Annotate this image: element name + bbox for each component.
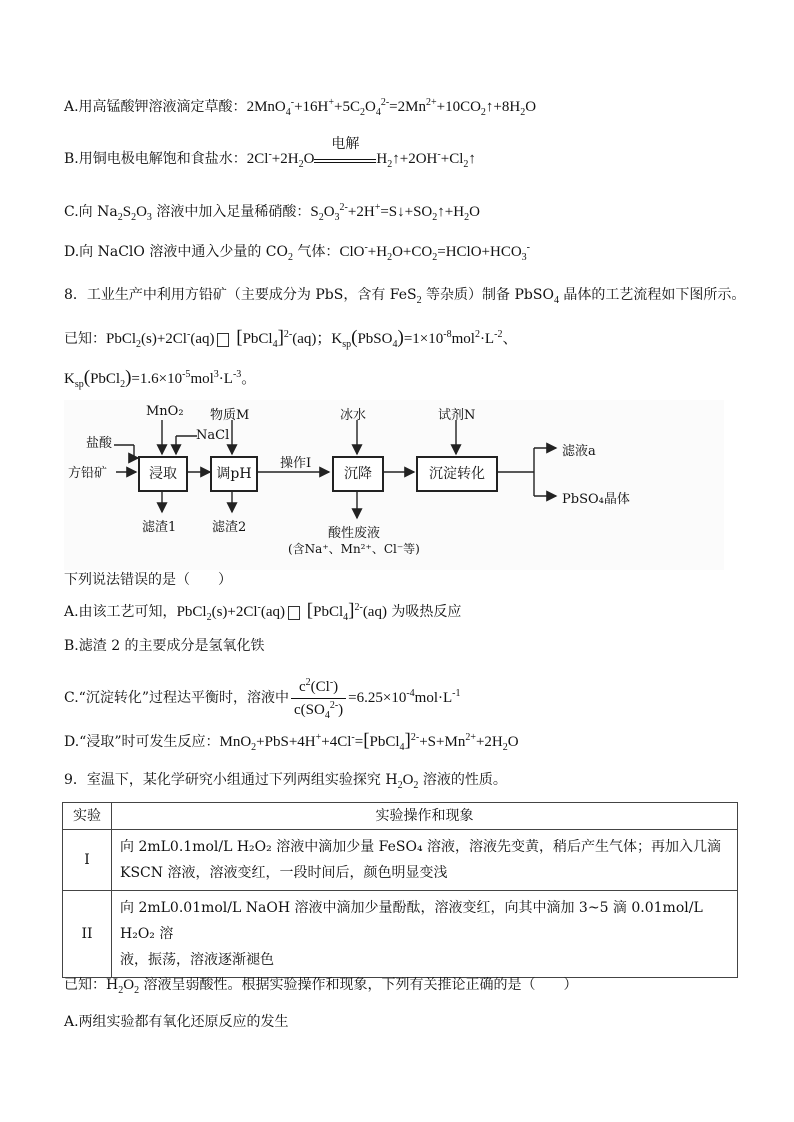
concentration-ratio-fraction: $\frac{c^2(Cl^-)}{c(SO_4^{2-})}$: [291, 676, 346, 721]
q8-option-d: D.“浸取”时可发生反应：$MnO_2+PbS+4H^++4Cl^-=[PbCl_4]^{2-}+S+Mn^{2+}+2H_2O$: [64, 730, 519, 753]
q7-option-c-equation: $S_2O_3^{2-}+2H^+=S↓+SO_2↑+H_2O$: [310, 202, 480, 223]
flow-input-nacl: NaCl: [196, 428, 230, 443]
q7-option-d: D.向 NaClO 溶液中通入少量的 $CO_2$ 气体：$ClO^-+H_2O+CO_2=HClO+HCO_3^-$: [64, 242, 531, 263]
flow-step-leach: 浸取: [138, 456, 188, 492]
q9-stem: 9．室温下，某化学研究小组通过下列两组实验探究 $H_2O_2$ 溶液的性质。: [64, 772, 507, 791]
flow-residue-1: 滤渣1: [142, 520, 177, 535]
flow-input-ice-water: 冰水: [340, 408, 367, 423]
experiment-table: [62, 802, 738, 978]
q7-option-a: A.用高锰酸钾溶液滴定草酸：$2MnO_4^-+16H^++5C_2O_4^{2-}=2Mn^{2+}+10CO_2↑+8H_2O$: [64, 97, 537, 118]
q7-option-c: C.向 $Na_2S_2O_3$ 溶液中加入足量稀硝酸：$S_2O_3^{2-}+2H^+=S↓+SO_2↑+H_2O$: [64, 202, 480, 223]
flow-input-hcl: 盐酸: [86, 436, 113, 451]
table-row: [63, 830, 738, 891]
flow-product: PbSO₄晶体: [562, 492, 630, 507]
flow-input-mno2: MnO₂: [146, 404, 184, 419]
flow-acid-waste-note: (含Na⁺、Mn²⁺、Cl⁻等): [288, 542, 420, 556]
electrolysis-condition: 电解: [314, 157, 376, 163]
q8-option-a: A.由该工艺可知，PbCl$_2$(s)+2Cl-(aq) [PbCl$_4$]$^{2-}$(aq) 为吸热反应: [64, 600, 462, 623]
table-header-operation: 实验操作和现象: [112, 803, 738, 830]
flow-step-settle: 沉降: [332, 456, 384, 492]
flow-residue-2: 滤渣2: [212, 520, 247, 535]
flow-input-reagent-n: 试剂N: [438, 408, 476, 423]
q9-option-a: A.两组实验都有氧化还原反应的发生: [64, 1014, 289, 1030]
q7-option-d-equation: $ClO^-+H_2O+CO_2=HClO+HCO_3^-$: [339, 242, 531, 263]
flow-input-material-m: 物质M: [210, 408, 250, 423]
q8-option-b: B.滤渣 2 的主要成分是氢氧化铁: [64, 638, 265, 654]
flow-filtrate-a: 滤液a: [562, 444, 596, 459]
table-cell-operation: 向 2mL0.01mol/L NaOH 溶液中滴加少量酚酞，溶液变红，向其中滴加 3~5 滴 0.01mol/L H₂O₂ 溶 液，振荡，溶液逐渐褪色: [112, 891, 738, 978]
flow-raw-material: 方铅矿: [68, 466, 108, 481]
table-cell-id: II: [63, 891, 112, 978]
q8-known-2: $K_{sp}(PbCl_2)=1.6\times 10^{-5}mol^3\cdot L^{-3}$。: [64, 367, 257, 390]
flow-step-conversion: 沉淀转化: [416, 456, 498, 492]
q8-stem: 8．工业生产中利用方铅矿（主要成分为 PbS，含有 FeS$_2$ 等杂质）制备 PbSO$_4$ 晶体的工艺流程如下图所示。: [64, 287, 746, 306]
table-cell-id: I: [63, 830, 112, 891]
q7-option-a-equation: $2MnO_4^-+16H^++5C_2O_4^{2-}=2Mn^{2+}+10CO_2↑+8H_2O$: [246, 97, 537, 118]
process-flow-chart: [64, 400, 724, 570]
table-header-row: [63, 803, 738, 830]
q9-known: 已知：$H_2O_2$ 溶液呈弱酸性。根据实验操作和现象，下列有关推论正确的是（ ）: [64, 977, 578, 996]
q8-question: 下列说法错误的是（ ）: [64, 572, 232, 588]
table-row: [63, 891, 738, 978]
flow-step-adjust-ph: 调pH: [210, 456, 258, 492]
q7-option-b: B.用铜电极电解饱和食盐水：$2Cl^-+2H_2O$ 电解 $H_2↑+2OH^-+Cl_2↑$: [64, 137, 476, 170]
flow-acid-waste: 酸性废液: [328, 526, 381, 541]
q8-known-1: 已知：PbCl$_2$(s)+2Cl-(aq) [PbCl$_4$]$^{2-}$(aq)；$K_{sp}(PbSO_4)=1\times 10^{-8}mol^2\cdot L^{-2}$、: [64, 327, 518, 350]
table-cell-operation: 向 2mL0.1mol/L H₂O₂ 溶液中滴加少量 FeSO₄ 溶液，溶液先变黄，稍后产生气体；再加入几滴 KSCN 溶液，溶液变红，一段时间后，颜色明显变浅: [112, 830, 738, 891]
table-header-exp: 实验: [63, 803, 112, 830]
q8-option-c: C.“沉淀转化”过程达平衡时，溶液中 $\frac{c^2(Cl^-)}{c(SO_4^{2-})}$ $=6.25\times 10^{-4}mol\cdot L^{-1}$: [64, 676, 461, 721]
flow-operation-1: 操作Ⅰ: [280, 456, 312, 471]
q7-option-b-equation: $2Cl^-+2H_2O$ 电解 $H_2↑+2OH^-+Cl_2↑$: [246, 137, 476, 170]
